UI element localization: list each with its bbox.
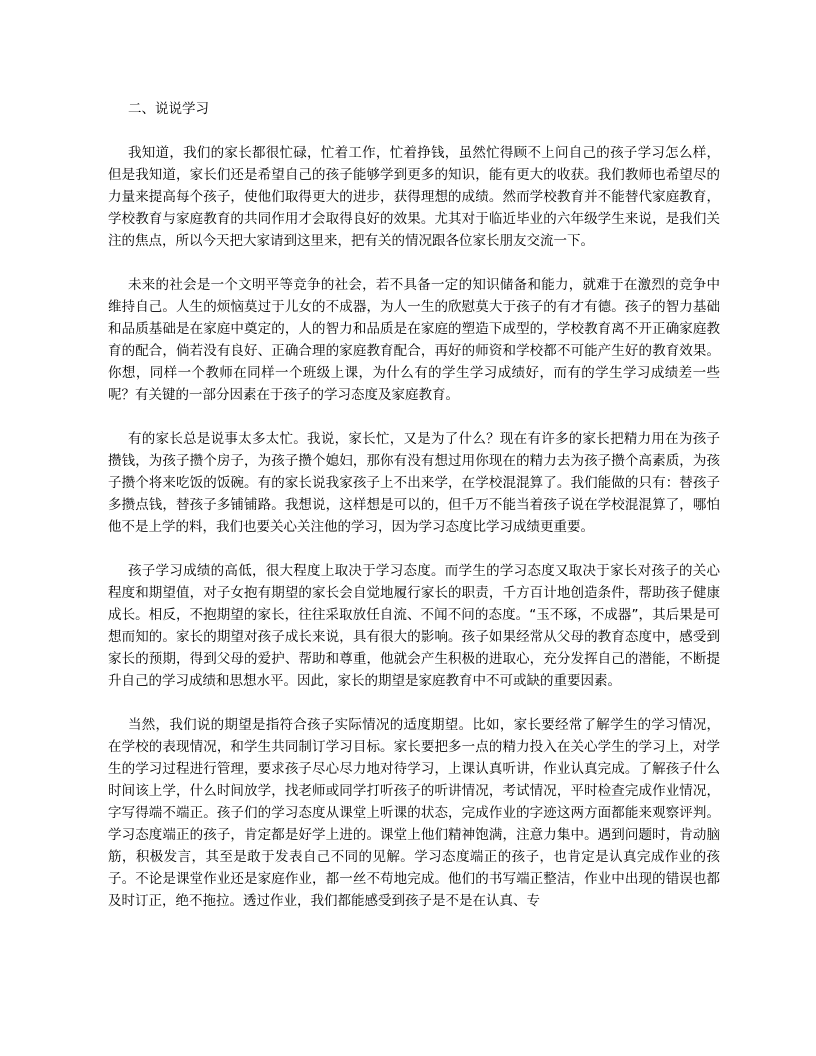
section-heading: 二、说说学习	[128, 101, 209, 117]
paragraph-2: 未来的社会是一个文明平等竞争的社会，若不具备一定的知识储备和能力，就难于在激烈的竞争中维持自己。人生的烦恼莫过于儿女的不成器，为人一生的欣慰莫大于孩子的有才有德。孩子的智力基础和品质基础是在家庭中奠定的，人的智力和品质是在家庭的塑造下成型的，学校教育离不开正确家庭教育的配合，倘若没有良好、正确合理的家庭教育配合，再好的师资和学校都不可能产生好的教育效果。你想，同样一个教师在同样一个班级上课，为什么有的学生学习成绩好，而有的学生学习成绩差一些呢？有关键的一部分因素在于孩子的学习态度及家庭教育。	[108, 277, 720, 403]
paragraph-4: 孩子学习成绩的高低，很大程度上取决于学习态度。而学生的学习态度又取决于家长对孩子的关心程度和期望值，对子女抱有期望的家长会自觉地履行家长的职责，千方百计地创造条件，帮助孩子健康成长。相反，不抱期望的家长，往往采取放任自流、不闻不问的态度。“玉不琢，不成器”，其后果是可想而知的。家长的期望对孩子成长来说，具有很大的影响。孩子如果经常从父母的教育态度中，感受到家长的预期，得到父母的爱护、帮助和尊重，他就会产生积极的进取心，充分发挥自己的潜能，不断提升自己的学习成绩和思想水平。因此，家长的期望是家庭教育中不可或缺的重要因素。	[108, 563, 720, 689]
paragraph-1: 我知道，我们的家长都很忙碌，忙着工作，忙着挣钱，虽然忙得顾不上问自己的孩子学习怎么样，但是我知道，家长们还是希望自己的孩子能够学到更多的知识，能有更大的收获。我们教师也希望尽的力量来提高每个孩子，使他们取得更大的进步，获得理想的成绩。然而学校教育并不能替代家庭教育，学校教育与家庭教育的共同作用才会取得良好的效果。尤其对于临近毕业的六年级学生来说，是我们关注的焦点，所以今天把大家请到这里来，把有关的情况跟各位家长朋友交流一下。	[108, 145, 720, 249]
paragraph-5: 当然，我们说的期望是指符合孩子实际情况的适度期望。比如，家长要经常了解学生的学习情况，在学校的表现情况，和学生共同制订学习目标。家长要把多一点的精力投入在关心学生的学习上，对学生的学习过程进行管理，要求孩子尽心尽力地对待学习，上课认真听讲，作业认真完成。了解孩子什么时间该上学，什么时间放学，找老师或同学打听孩子的听讲情况，考试情况，平时检查完成作业情况，字写得端不端正。孩子们的学习态度从课堂上听课的状态，完成作业的字迹这两方面都能来观察评判。学习态度端正的孩子，肯定都是好学上进的。课堂上他们精神饱满，注意力集中。遇到问题时，肯动脑筋，积极发言，其至是敢于发表自己不同的见解。学习态度端正的孩子，也肯定是认真完成作业的孩子。不论是课堂作业还是家庭作业，都一丝不苟地完成。他们的书写端正整洁，作业中出现的错误也都及时订正，绝不拖拉。透过作业，我们都能感受到孩子是不是在认真、专	[108, 717, 720, 909]
paragraph-3: 有的家长总是说事太多太忙。我说，家长忙，又是为了什么？现在有许多的家长把精力用在为孩子攒钱，为孩子攒个房子，为孩子攒个媳妇，那你有没有想过用你现在的精力去为孩子攒个高素质，为孩子攒个将来吃饭的饭碗。有的家长说我家孩子上不出来学，在学校混混算了。我们能做的只有：替孩子多攒点钱，替孩子多铺铺路。我想说，这样想是可以的，但千万不能当着孩子说在学校混混算了，哪怕他不是上学的料，我们也要关心关注他的学习，因为学习态度比学习成绩更重要。	[108, 431, 720, 535]
document-page	[108, 98, 720, 912]
